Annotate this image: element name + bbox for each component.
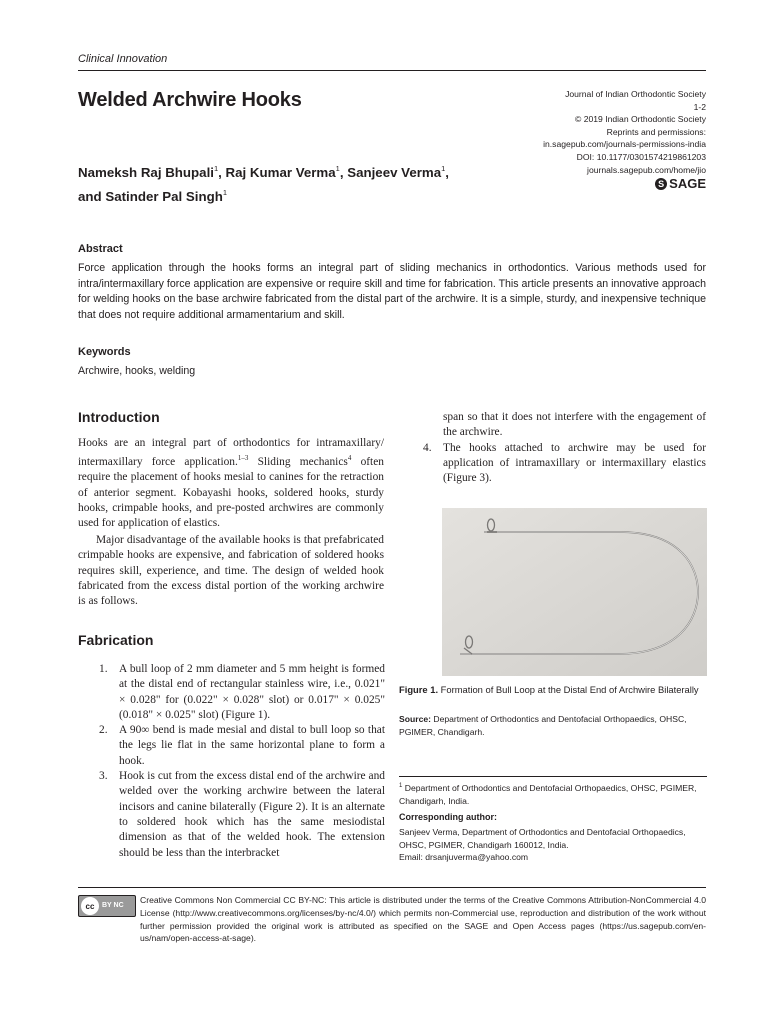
author-name: Satinder Pal Singh: [105, 189, 223, 204]
author-name: Raj Kumar Verma: [225, 165, 336, 180]
journal-home-link[interactable]: journals.sagepub.com/home/jio: [587, 164, 706, 175]
introduction-heading: Introduction: [78, 409, 160, 425]
footnote-divider: [399, 776, 707, 777]
license-text: Creative Commons Non Commercial CC BY-NC: This article is distributed under the terms of the Creative Commons Attribution-NonCommercial 4.0 License (http://www.creativecommons.org/licenses/by-nc/4.0/) which permits non-Commercial use, reproduction and distribution of the work without further permission provided the original work is attributed as specified on the SAGE and Open Access pages (https://us.sagepub.com/en-us/nam/open-access-at-sage).: [140, 895, 706, 944]
article-title: Welded Archwire Hooks: [78, 89, 302, 111]
header-divider: [78, 70, 706, 71]
cc-icon: cc: [81, 897, 99, 915]
introduction-paragraph: Major disadvantage of the available hooks is that prefabricated crimpable hooks are expensive, and fabrication of soldered hooks requires skill, experience, and time. The design of welded hook fabricated from the excess distal portion of the working archwire is as follows.: [78, 534, 384, 608]
author-name: Sanjeev Verma: [347, 165, 442, 180]
figure-1-image: [442, 508, 707, 676]
keywords-heading: Keywords: [78, 346, 131, 358]
abstract-heading: Abstract: [78, 243, 123, 255]
figure-source: Source: Department of Orthodontics and Dentofacial Orthopaedics, OHSC, PGIMER, Chandigarh.: [399, 714, 687, 737]
sage-logo: [655, 176, 706, 191]
reprints-label: Reprints and permissions:: [606, 126, 706, 137]
abstract-text: Force application through the hooks forms an integral part of sliding mechanics in orthodontics. Various methods used for intra/intermaxillary force application are expensive or require skill and time for fabrication. This article presents an innovative approach for welding hooks on the base archwire fabricated from the distal part of the archwire. It is a simple, sturdy, and inexpensive technique that does not require additional armamentarium and skill.: [78, 262, 706, 322]
corresponding-author-heading: Corresponding author:: [399, 812, 497, 822]
journal-name: Journal of Indian Orthodontic Society: [565, 89, 706, 99]
reprints-link[interactable]: in.sagepub.com/journals-permissions-india: [543, 139, 706, 150]
cc-license-badge[interactable]: [78, 895, 136, 917]
figure-caption: Figure 1. Formation of Bull Loop at the Distal End of Archwire Bilaterally: [399, 684, 699, 695]
list-item-continued: span so that it does not interfere with the engagement of the archwire.: [443, 411, 706, 439]
corresponding-author-details: Sanjeev Verma, Department of Orthodontics and Dentofacial Orthopaedics, OHSC, PGIMER, Chandigarh 160012, India. Email: drsanjuverma@yahoo.com: [399, 826, 707, 864]
journal-info: [543, 88, 706, 176]
sage-logo-text: SAGE: [669, 176, 706, 191]
sage-logo-icon: S: [655, 178, 667, 190]
section-label: Clinical Innovation: [78, 53, 168, 65]
journal-copyright: © 2019 Indian Orthodontic Society: [574, 114, 706, 125]
email-link[interactable]: Email: drsanjuverma@yahoo.com: [399, 852, 529, 863]
list-item: 4. The hooks attached to archwire may be used for application of intramaxillary or intermaxillary elastics (Figure 3).: [423, 441, 706, 485]
author-name: Nameksh Raj Bhupali: [78, 165, 214, 180]
author-list: Nameksh Raj Bhupali$^1$, Raj Kumar Verma$^1$, Sanjeev Verma$^1$, and Satinder Pal Singh$^1$: [78, 164, 449, 204]
by-nc-icon: BY NC: [102, 902, 124, 909]
right-column-text: [423, 410, 706, 486]
fabrication-steps: [99, 662, 385, 861]
fabrication-heading: Fabrication: [78, 632, 154, 648]
doi-link[interactable]: DOI: 10.1177/0301574219861203: [576, 151, 706, 162]
keywords-text: Archwire, hooks, welding: [78, 365, 196, 377]
list-item: 1. A bull loop of 2 mm diameter and 5 mm height is formed at the distal end of rectangular stainless wire, i.e., 0.021" × 0.028" for (0.022" × 0.028" slot) or 0.017" × 0.025" (0.018" × 0.025" slot) (Figure 1).: [99, 663, 385, 721]
journal-pages: 1-2: [693, 101, 706, 112]
list-item: 3. Hook is cut from the excess distal end of the archwire and welded over the working archwire between the lateral incisors and canine bilaterally (Figure 2). It is an alternate to soldered hook which has the same mesiodistal dimension as that of the welded hook. The extension should be less than the interbracket: [99, 770, 385, 859]
affiliation-footnote: $^1$ Department of Orthodontics and Dentofacial Orthopaedics, OHSC, PGIMER, Chandigarh, India.: [399, 783, 697, 806]
archwire-illustration: [442, 508, 707, 676]
introduction-paragraph: Hooks are an integral part of orthodontics for intramaxillary/ intermaxillary force application.$^{1-3}$ Sliding mechanics$^4$ often require the placement of hooks mesial to canines for the retraction of anterior segment. Kobayashi hooks, soldered hooks, sturdy hooks, crimpable hooks, and pre-posted archwires are commonly used for application of elastics.: [78, 437, 384, 530]
list-item: 2. A 90∞ bend is made mesial and distal to bull loop so that the legs lie flat in the same horizontal plane to form a hook.: [99, 724, 385, 767]
license-divider: [78, 887, 706, 888]
